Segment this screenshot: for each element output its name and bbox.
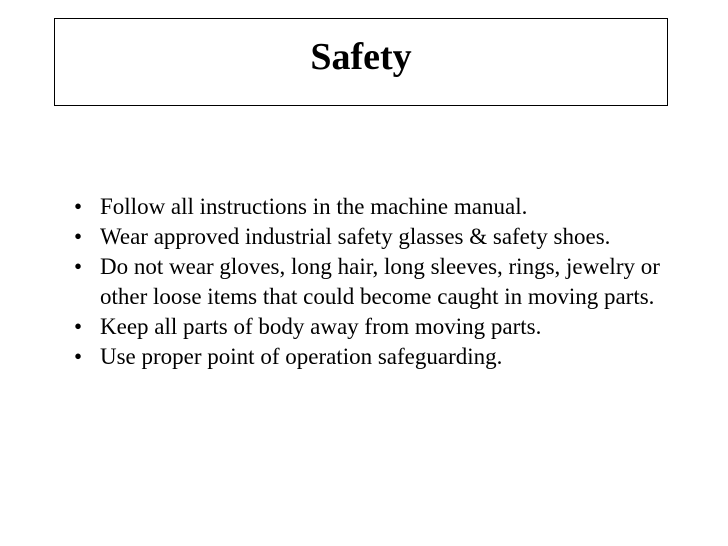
bullet-text: Do not wear gloves, long hair, long sleeves, rings, jewelry or other loose items that could become caught in moving parts. bbox=[100, 254, 660, 309]
bullet-icon: • bbox=[74, 194, 83, 219]
bullet-icon: • bbox=[74, 224, 83, 249]
bullet-text: Use proper point of operation safeguarding. bbox=[100, 344, 503, 369]
bullet-item bbox=[74, 252, 694, 312]
bullet-item bbox=[74, 192, 694, 222]
bullet-item bbox=[74, 312, 694, 342]
title-box bbox=[54, 18, 668, 106]
bullet-text: Follow all instructions in the machine manual. bbox=[100, 194, 528, 219]
slide-title: Safety bbox=[310, 36, 412, 78]
bullet-icon: • bbox=[74, 254, 83, 279]
bullet-icon: • bbox=[74, 344, 83, 369]
bullet-text: Wear approved industrial safety glasses & safety shoes. bbox=[100, 224, 611, 249]
bullet-item bbox=[74, 222, 694, 252]
bullet-text: Keep all parts of body away from moving parts. bbox=[100, 314, 542, 339]
bullet-item bbox=[74, 342, 694, 372]
bullet-list bbox=[74, 192, 694, 372]
bullet-icon: • bbox=[74, 314, 83, 339]
